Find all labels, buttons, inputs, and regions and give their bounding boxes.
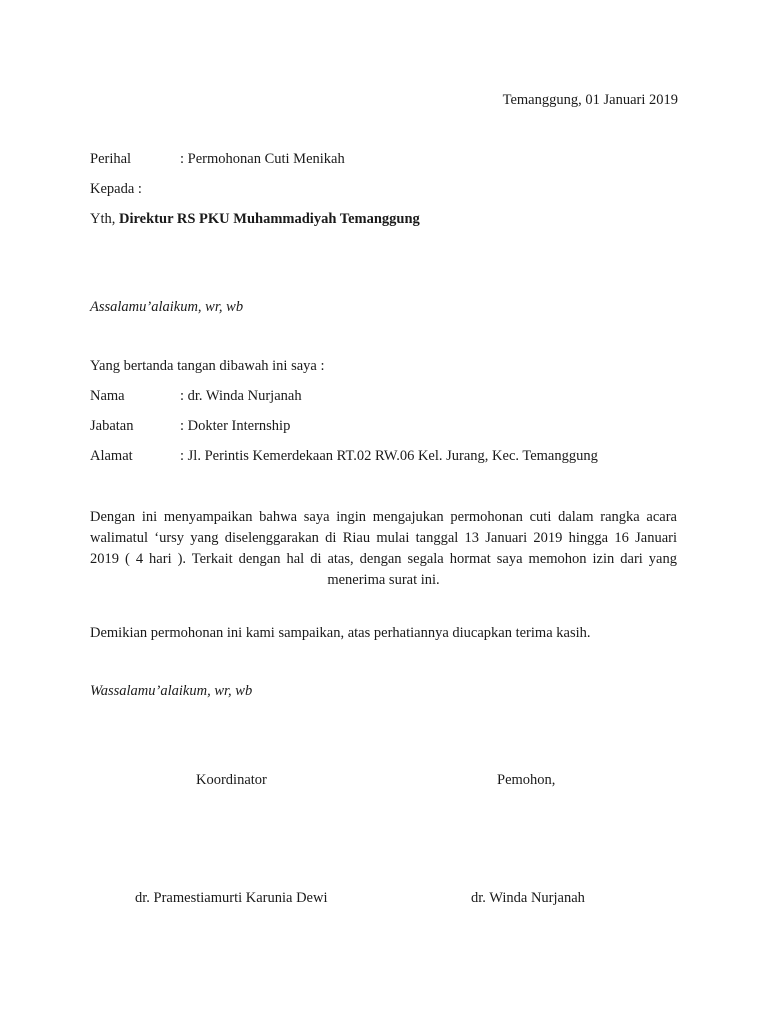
recipient-name: Direktur RS PKU Muhammadiyah Temanggung xyxy=(119,211,420,227)
subject-value: : Permohonan Cuti Menikah xyxy=(180,151,345,167)
recipient-line xyxy=(90,211,420,228)
signatory-right-title: Pemohon, xyxy=(497,772,556,788)
signatory-left-name: dr. Pramestiamurti Karunia Dewi xyxy=(135,890,328,906)
field-row-position xyxy=(90,418,290,435)
body-line: Dengan ini menyampaikan bahwa saya ingin mengajukan permohonan cuti dalam rangka acara xyxy=(90,509,677,525)
body-paragraph xyxy=(90,507,677,591)
subject-label: Perihal xyxy=(90,151,132,167)
subject-line xyxy=(90,151,345,168)
field-label: Jabatan xyxy=(90,418,134,434)
place-date: Temanggung, 01 Januari 2019 xyxy=(502,92,678,108)
recipient-prefix: Yth, xyxy=(90,211,119,227)
closing-sentence: Demikian permohonan ini kami sampaikan, atas perhatiannya diucapkan terima kasih. xyxy=(90,625,591,641)
field-value: : Jl. Perintis Kemerdekaan RT.02 RW.06 Kel. Jurang, Kec. Temanggung xyxy=(180,448,598,464)
to-label: Kepada : xyxy=(90,181,142,197)
intro-text: Yang bertanda tangan dibawah ini saya : xyxy=(90,358,325,374)
body-line: walimatul ‘ursy yang diselenggarakan di Riau mulai tanggal 13 Januari 2019 hingga 16 Januari xyxy=(90,530,677,546)
field-row-name xyxy=(90,388,302,405)
field-label: Alamat xyxy=(90,448,133,464)
field-row-address xyxy=(90,448,598,465)
body-line: menerima surat ini. xyxy=(327,572,440,588)
field-value: : Dokter Internship xyxy=(180,418,291,434)
field-label: Nama xyxy=(90,388,125,404)
closing-greeting: Wassalamu’alaikum, wr, wb xyxy=(90,683,253,699)
body-line: 2019 ( 4 hari ). Terkait dengan hal di atas, dengan segala hormat saya memohon izin dari yang xyxy=(90,551,677,567)
signatory-right-name: dr. Winda Nurjanah xyxy=(471,890,585,906)
signatory-left-title: Koordinator xyxy=(196,772,267,788)
opening-greeting: Assalamu’alaikum, wr, wb xyxy=(90,299,244,315)
field-value: : dr. Winda Nurjanah xyxy=(180,388,302,404)
